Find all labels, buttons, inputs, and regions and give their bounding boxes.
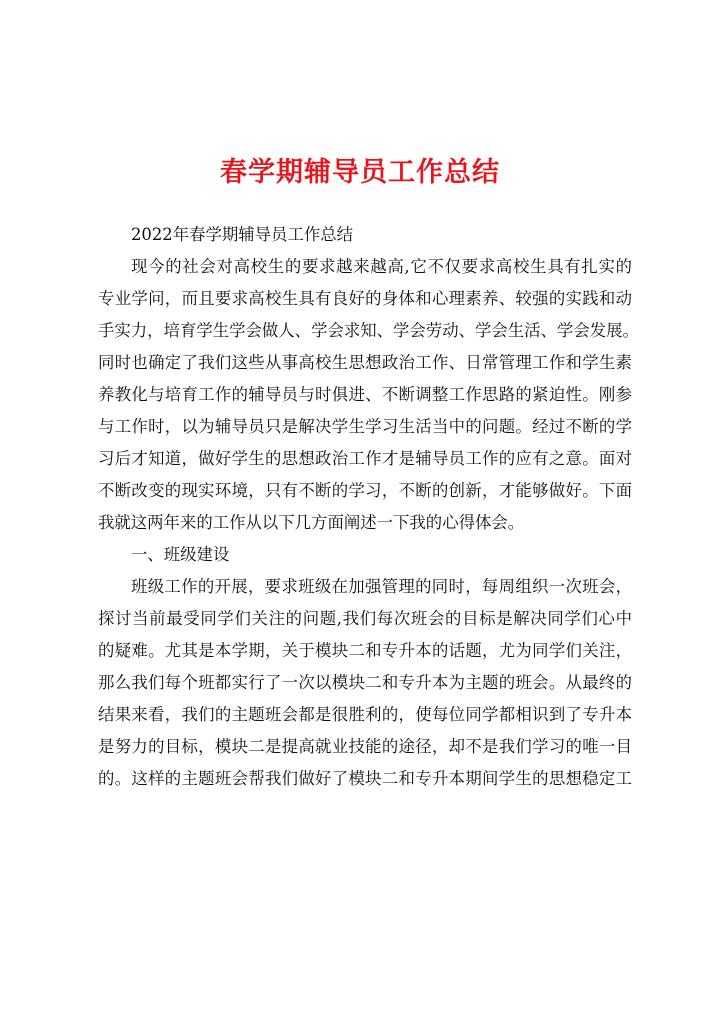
paragraph-line: 的。这样的主题班会帮我们做好了模块二和专升本期间学生的思想稳定工 xyxy=(98,769,632,788)
paragraph-line: 班级工作的开展，要求班级在加强管理的同时，每周组织一次班会， xyxy=(131,577,632,596)
paragraph-line: 结果来看，我们的主题班会都是很胜利的，使每位同学都相识到了专升本 xyxy=(98,705,632,724)
paragraph-line: 探讨当前最受同学们关注的问题,我们每次班会的目标是解决同学们心中 xyxy=(98,609,632,628)
section-heading: 一、班级建设 xyxy=(131,545,230,564)
paragraph-line: 的疑难。尤其是本学期，关于模块二和专升本的话题，尤为同学们关注， xyxy=(98,641,632,660)
paragraph-line: 专业学问，而且要求高校生具有良好的身体和心理素养、较强的实践和动 xyxy=(98,289,632,308)
paragraph-line: 是努力的目标，模块二是提高就业技能的途径，却不是我们学习的唯一目 xyxy=(98,737,632,756)
paragraph-line: 与工作时，以为辅导员只是解决学生学习生活当中的问题。经过不断的学 xyxy=(98,417,632,436)
paragraph-line: 同时也确定了我们这些从事高校生思想政治工作、日常管理工作和学生素 xyxy=(98,353,632,372)
paragraph-line: 养教化与培育工作的辅导员与时俱进、不断调整工作思路的紧迫性。刚参 xyxy=(98,385,632,404)
paragraph-line: 我就这两年来的工作从以下几方面阐述一下我的心得体会。 xyxy=(98,513,525,532)
paragraph-line: 习后才知道，做好学生的思想政治工作才是辅导员工作的应有之意。面对 xyxy=(98,449,632,468)
paragraph-line: 手实力，培育学生学会做人、学会求知、学会劳动、学会生活、学会发展。 xyxy=(98,321,639,340)
page-title: 春学期辅导员工作总结 xyxy=(220,157,500,188)
doc-subtitle: 2022年春学期辅导员工作总结 xyxy=(131,225,354,244)
paragraph-line: 现今的社会对高校生的要求越来越高,它不仅要求高校生具有扎实的 xyxy=(131,257,632,276)
document-body xyxy=(98,219,639,795)
paragraph-line: 那么我们每个班都实行了一次以模块二和专升本为主题的班会。从最终的 xyxy=(98,673,632,692)
paragraph-line: 不断改变的现实环境，只有不断的学习，不断的创新，才能够做好。下面 xyxy=(98,481,632,500)
